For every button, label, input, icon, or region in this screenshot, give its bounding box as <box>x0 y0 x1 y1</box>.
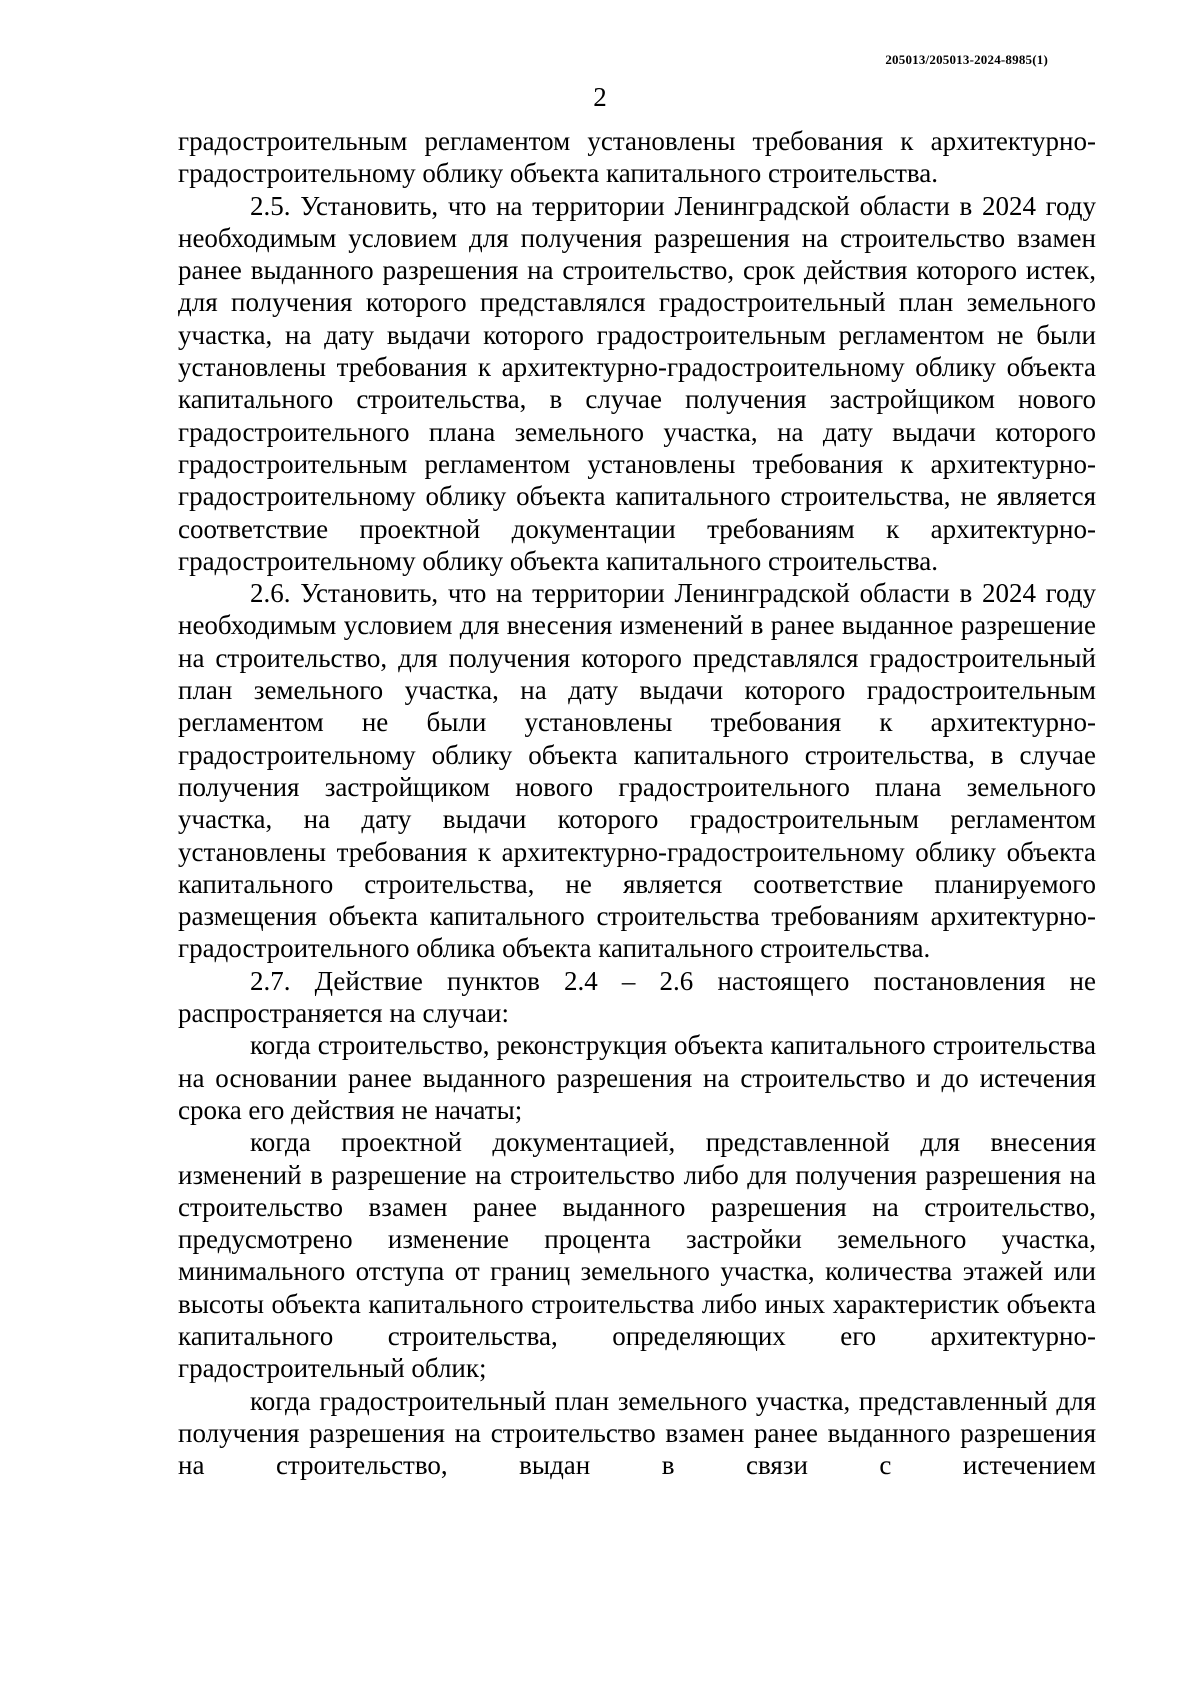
paragraph-continuation: градостроительным регламентом установлены требования к архитектурно-градостроительному облику объекта капитального строительства. <box>178 126 1096 189</box>
paragraph-2-7: 2.7. Действие пунктов 2.4 – 2.6 настоящего постановления не распространяется на случаи: <box>178 965 1096 1029</box>
exception-item-1: когда строительство, реконструкция объекта капитального строительства на основании ранее выданного разрешения на строительство и до истечения срока его действия не начаты; <box>178 1030 1096 1125</box>
paragraph-2-6: 2.6. Установить, что на территории Ленинградской области в 2024 году необходимым условием для внесения изменений в ранее выданное разрешение на строительство, для получения которого представлялся градостроительный план земельного участка, на дату выдачи которого градостроительным регламентом не были установлены требования к архитектурно-градостроительному облику объекта капитального строительства, в случае получения застройщиком нового градостроительного плана земельного участка, на дату выдачи которого градостроительным регламентом установлены требования к архитектурно-градостроительному облику объекта капитального строительства, не является соответствие планируемого размещения объекта капитального строительства требованиям архитектурно-градостроительного облика объекта капитального строительства. <box>178 578 1096 964</box>
page-number: 2 <box>593 82 607 112</box>
exception-item-3: когда градостроительный план земельного участка, представленный для получения разрешения на строительство взамен ранее выданного разрешения на строительство, выдан в связи с истечением <box>178 1385 1096 1481</box>
exception-item-2: когда проектной документацией, представленной для внесения изменений в разрешение на строительство либо для получения разрешения на строительство взамен ранее выданного разрешения на строительство, предусмотрено изменение процента застройки земельного участка, минимального отступа от границ земельного участка, количества этажей или высоты объекта капитального строительства либо иных характеристик объекта капитального строительства, определяющих его архитектурно-градостроительный облик; <box>178 1127 1096 1384</box>
document-body <box>178 125 1096 1481</box>
paragraph-2-5: 2.5. Установить, что на территории Ленинградской области в 2024 году необходимым условием для получения разрешения на строительство взамен ранее выданного разрешения на строительство, срок действия которого истек, для получения которого представлялся градостроительный план земельного участка, на дату выдачи которого градостроительным регламентом не были установлены требования к архитектурно-градостроительному облику объекта капитального строительства, в случае получения застройщиком нового градостроительного плана земельного участка, на дату выдачи которого градостроительным регламентом установлены требования к архитектурно-градостроительному облику объекта капитального строительства, не является соответствие проектной документации требованиям к архитектурно-градостроительному облику объекта капитального строительства. <box>178 190 1096 576</box>
document-id: 205013/205013-2024-8985(1) <box>885 52 1048 67</box>
